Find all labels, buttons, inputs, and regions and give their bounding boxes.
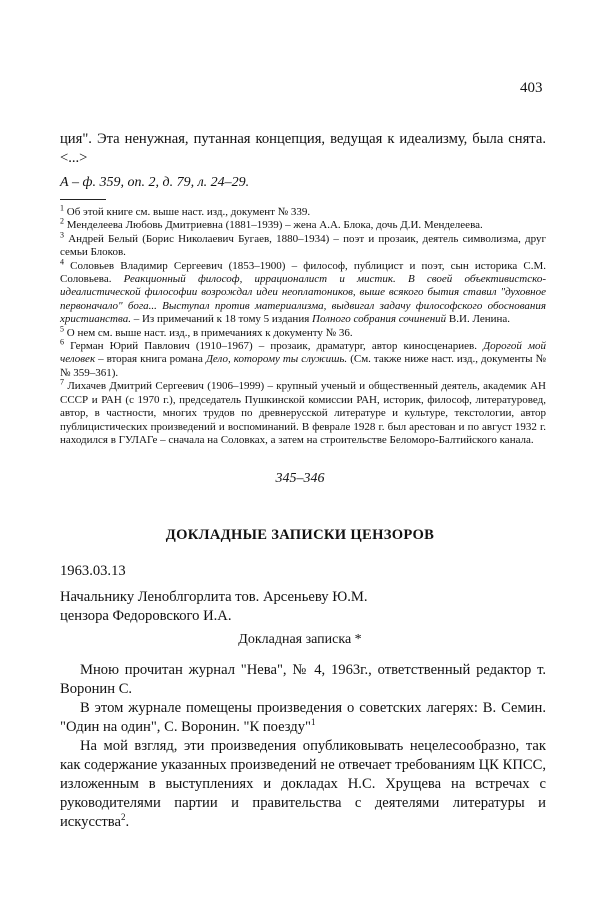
footnote-marker: 1: [60, 203, 64, 213]
footnote: $^2$ Менделеева Любовь Дмитриевна (1881–1939) – жена А.А. Блока, дочь Д.И. Менделеева.: [60, 216, 483, 232]
sender: цензора Федоровского И.А.: [60, 608, 232, 624]
address-block: [60, 588, 367, 626]
footnote-marker: 6: [60, 337, 64, 347]
document-date: 1963.03.13: [60, 563, 126, 579]
paragraph: На мой взгляд, эти произведения опубликовывать нецелесообразно, так как содержание указанных произведений не отвечает требованиям ЦК КПСС, изложенным в выступлениях и докладах Н.С. Хрущева на встречах с руководителями партии и правительства с деятелями литературы и искусства$^2$.: [60, 738, 546, 830]
document-number: 345–346: [275, 471, 325, 486]
archive-source-reference: А – ф. 359, оп. 2, д. 79, л. 24–29.: [60, 175, 250, 190]
footnotes: [60, 203, 547, 447]
footnote: $^4$ Соловьев Владимир Сергеевич (1853–1900) – философ, публицист и поэт, сын историка С.М. Соловьева. Реакционный философ, иррационалист и мистик. В своей объективистско-идеалистической философии возрождал идеи неоплатоников, выше всякого бытия ставил "духовное первоначало" бога... Выступал против материализма, выдвигал задачу философского обоснования христианства. – Из примечаний к 18 тому 5 издания Полного собрания сочинений В.И. Ленина.: [60, 256, 547, 326]
footnote-marker: 5: [60, 324, 64, 333]
memo-title: Докладная записка *: [238, 632, 362, 647]
footnote: $^7$ Лихачев Дмитрий Сергеевич (1906–1999) – крупный ученый и общественный деятель, академик АН СССР и РАН (с 1970 г.), председатель Пушкинской комиссии РАН, историк, философ, литературовед, автор, в частности, многих трудов по древнерусской литературе и культуре, текстологии, автор публицистических произведений и воспоминаний. В феврале 1928 г. был арестован и по август 1932 г. находился в ГУЛАГе – сначала на Соловках, а затем на строительстве Беломоро-Балтийского канала.: [60, 377, 546, 446]
footnote-marker: 3: [60, 230, 64, 240]
continuation-paragraph: ция". Эта ненужная, путанная концепция, ведущая к идеализму, была снята. <...>: [60, 131, 546, 166]
continuation-text: [60, 130, 546, 168]
footnote-divider: [60, 199, 106, 200]
footnote: $^5$ О нем см. выше наст. изд., в примечаниях к документу № 36.: [60, 324, 353, 339]
footnote-marker: 7: [60, 377, 64, 387]
footnote: $^3$ Андрей Белый (Борис Николаевич Бугаев, 1880–1934) – поэт и прозаик, деятель символизма, друг семьи Блоков.: [60, 230, 546, 259]
footnote-marker: 4: [60, 256, 64, 266]
paragraph: Мною прочитан журнал "Нева", № 4, 1963г., ответственный редактор т. Воронин С.: [60, 662, 546, 697]
footnote-ref: 1: [310, 717, 316, 728]
footnote: $^1$ Об этой книге см. выше наст. изд., документ № 339.: [60, 203, 311, 218]
footnote: $^6$ Герман Юрий Павлович (1910–1967) – прозаик, драматург, автор киносценариев. Дорогой мой человек – вторая книга романа Дело, которому ты служишь. (См. также ниже наст. изд., документы №№ 359–361).: [60, 337, 547, 379]
addressee: Начальнику Леноблгорлита тов. Арсеньеву Ю.М.: [60, 589, 368, 605]
document-heading: ДОКЛАДНЫЕ ЗАПИСКИ ЦЕНЗОРОВ: [165, 527, 435, 543]
paragraph: В этом журнале помещены произведения о советских лагерях: В. Семин. "Один на один", С. Воронин. "К поезду"$^1$: [60, 700, 546, 735]
page-number: 403: [520, 80, 543, 96]
footnote-marker: 2: [60, 216, 64, 226]
memo-body: [60, 661, 546, 832]
footnote-ref: 2: [120, 812, 126, 823]
